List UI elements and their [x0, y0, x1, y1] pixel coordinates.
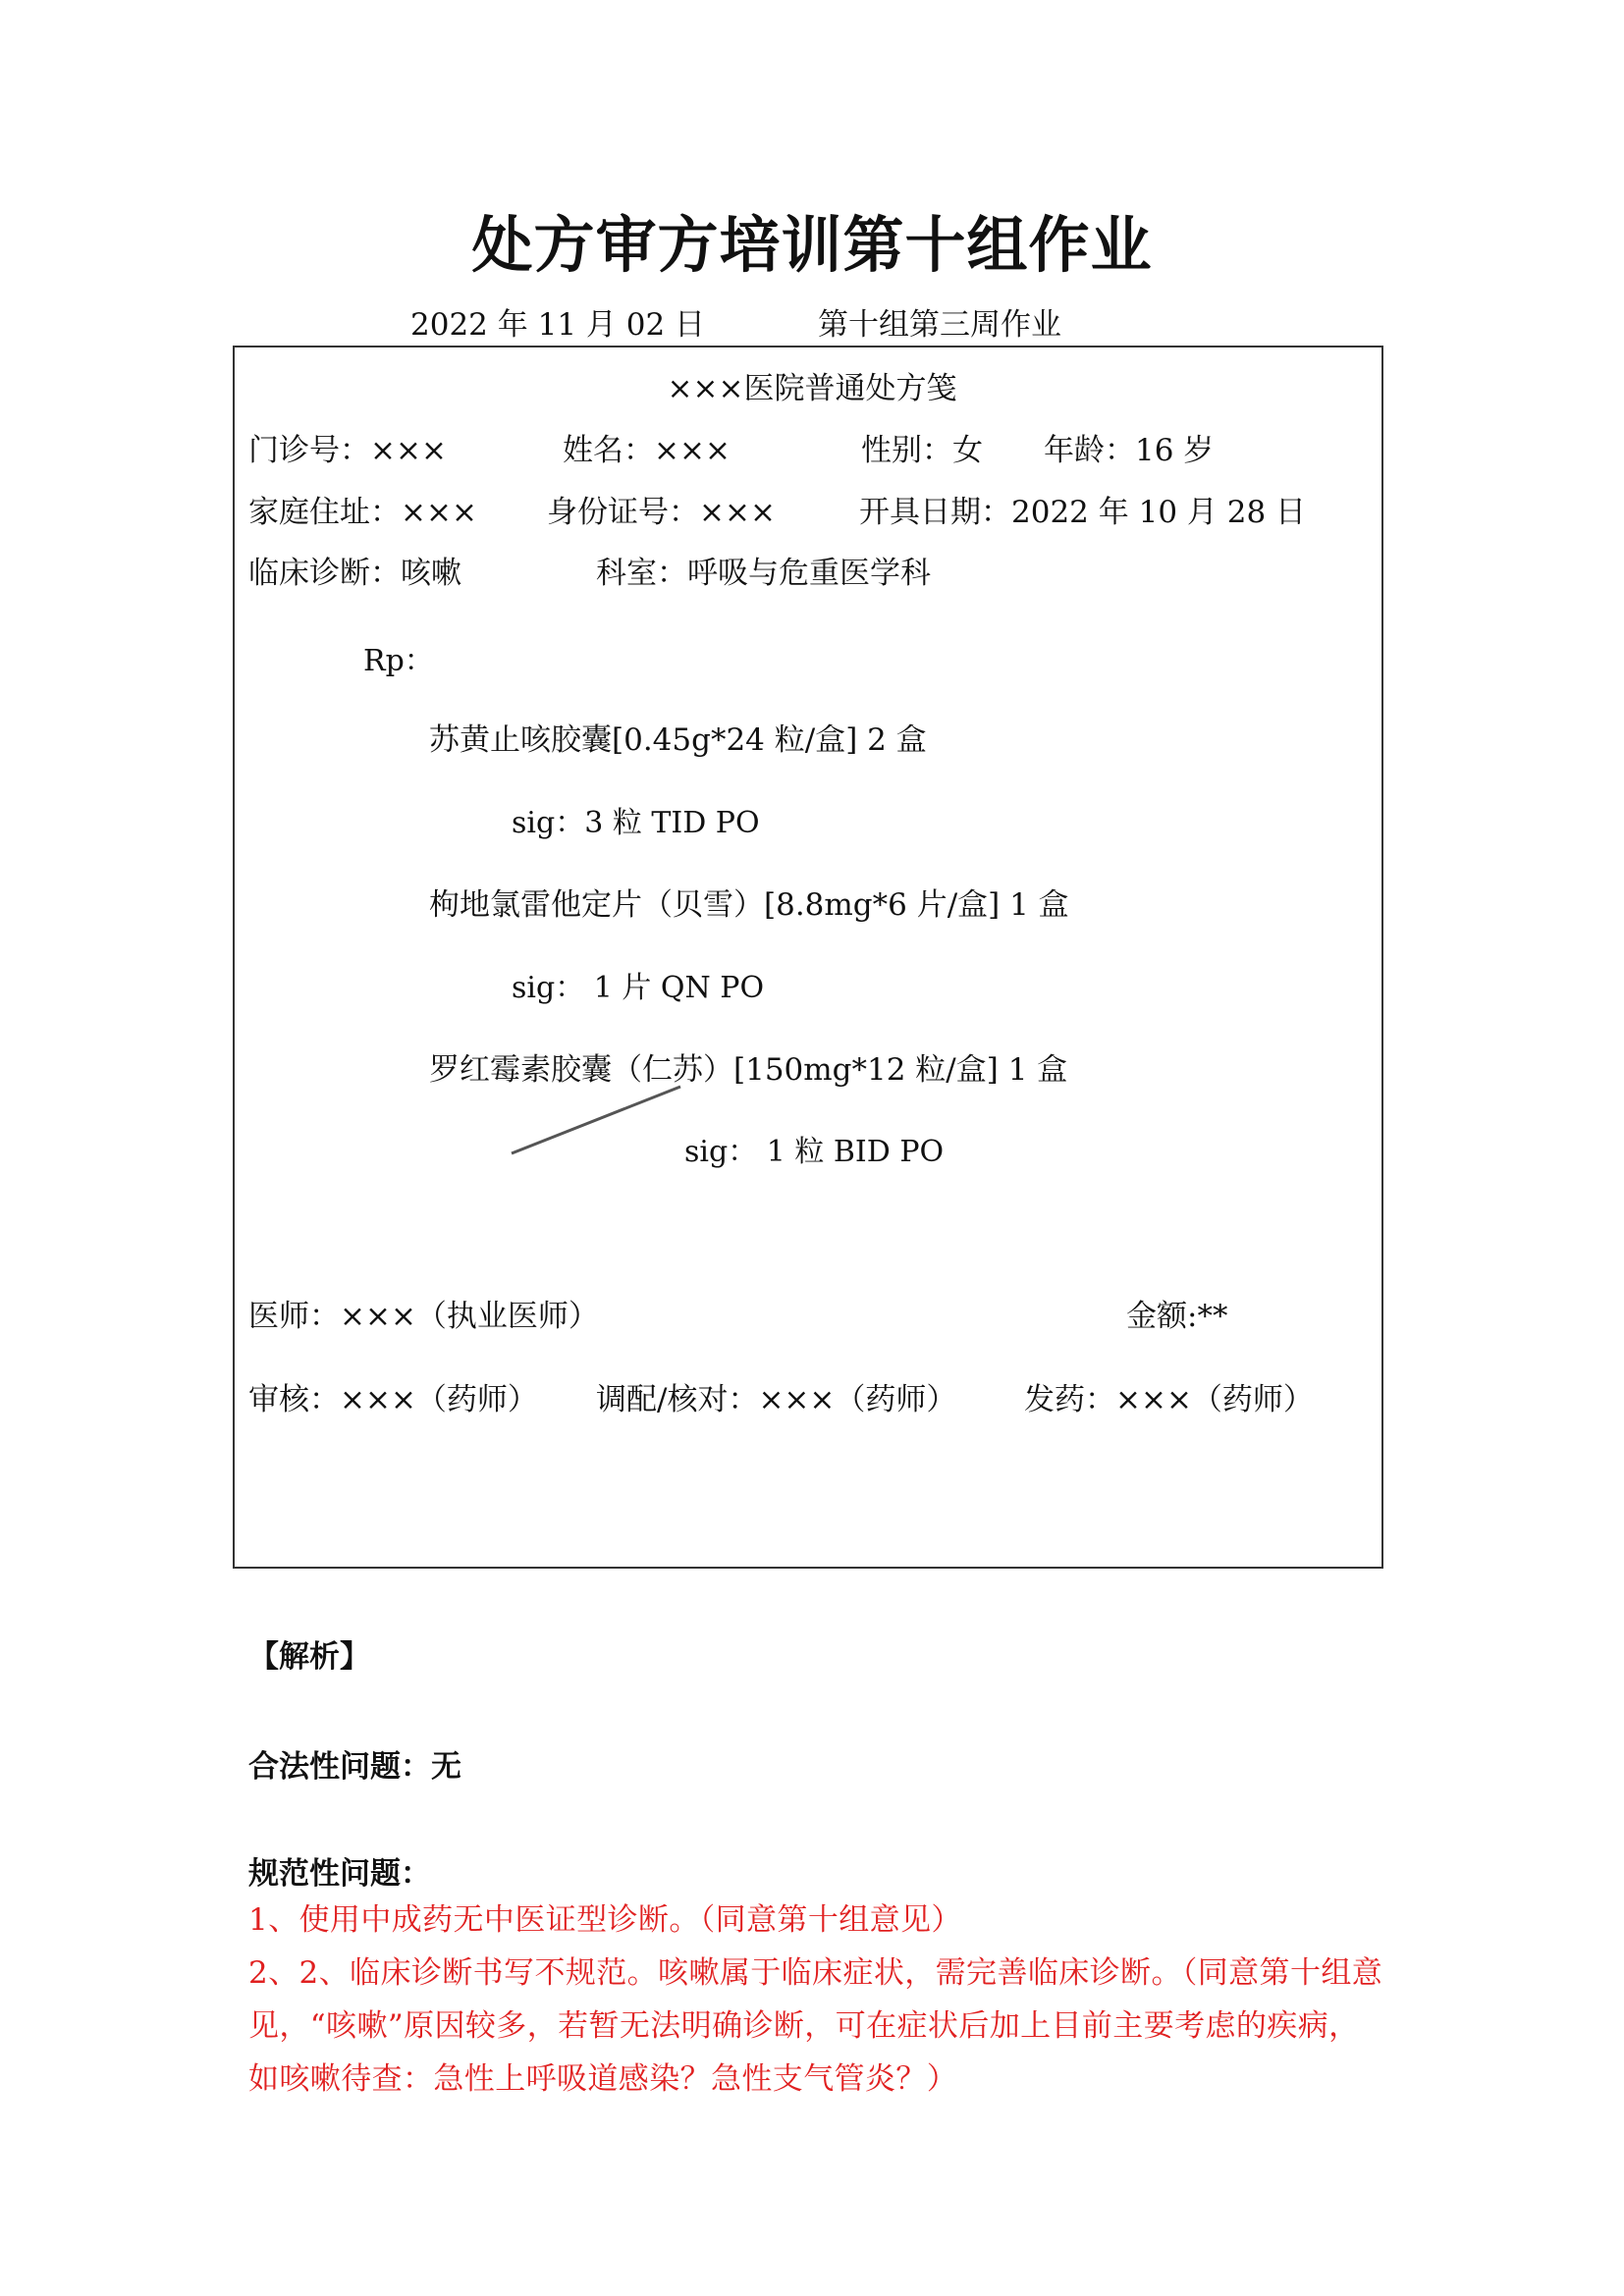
- analysis-item: [248, 1947, 1387, 2106]
- drug-name: 罗红霉素胶囊（仁苏）[150mg*12 粒/盒] 1 盒: [429, 1052, 1068, 1088]
- drug-sig: sig：3 粒 TID PO: [512, 806, 760, 840]
- item-comment: （同意第十组意见）: [699, 1902, 962, 1938]
- issue-date: 开具日期：2022 年 10 月 28 日: [859, 495, 1307, 530]
- issuer: 发药：×××（药师）: [1024, 1382, 1314, 1417]
- id-number: 身份证号：×××: [547, 495, 776, 530]
- dispenser: 调配/核对：×××（药师）: [596, 1382, 957, 1417]
- document-date: 2022 年 11 月 02 日: [410, 307, 706, 343]
- prescription-header: ×××医院普通处方笺: [667, 371, 957, 406]
- drug-sig: sig： 1 片 QN PO: [512, 971, 765, 1005]
- drug-name: 枸地氯雷他定片（贝雪）[8.8mg*6 片/盒] 1 盒: [429, 887, 1069, 923]
- norm-heading: 规范性问题：: [248, 1856, 431, 1892]
- doctor-signature: 医师：×××（执业医师）: [248, 1299, 599, 1334]
- item-text: 1、使用中成药无中医证型诊断。: [248, 1902, 700, 1938]
- patient-age: 年龄：16 岁: [1044, 433, 1215, 468]
- reviewer: 审核：×××（药师）: [248, 1382, 538, 1417]
- rp-label: Rp：: [363, 644, 434, 678]
- clinic-number: 门诊号：×××: [248, 433, 447, 468]
- patient-gender: 性别：女: [861, 433, 983, 468]
- amount: 金额:**: [1126, 1299, 1228, 1334]
- legality-issue: 合法性问题：无: [248, 1749, 461, 1785]
- drug-sig: sig： 1 粒 BID PO: [684, 1135, 945, 1169]
- document-title: 处方审方培训第十组作业: [471, 209, 1153, 281]
- analysis-heading: 【解析】: [248, 1639, 370, 1675]
- item-comment: （同意第十组意见，“咳嗽”原因较多，若暂无法明确诊断，可在症状后加上目前主要考虑的疾病，如咳嗽待查：急性上呼吸道感染？急性支气管炎？）: [248, 1955, 1383, 2097]
- clinical-diagnosis: 临床诊断：咳嗽: [248, 556, 461, 591]
- department: 科室：呼吸与危重医学科: [596, 556, 931, 591]
- home-address: 家庭住址：×××: [248, 495, 477, 530]
- analysis-item: [248, 1894, 1387, 1947]
- item-text: 2、2、临床诊断书写不规范。咳嗽属于临床症状，需完善临床诊断。: [248, 1955, 1182, 1991]
- document-week: 第十组第三周作业: [818, 307, 1061, 343]
- patient-name: 姓名：×××: [563, 433, 731, 468]
- drug-name: 苏黄止咳胶囊[0.45g*24 粒/盒] 2 盒: [429, 722, 927, 758]
